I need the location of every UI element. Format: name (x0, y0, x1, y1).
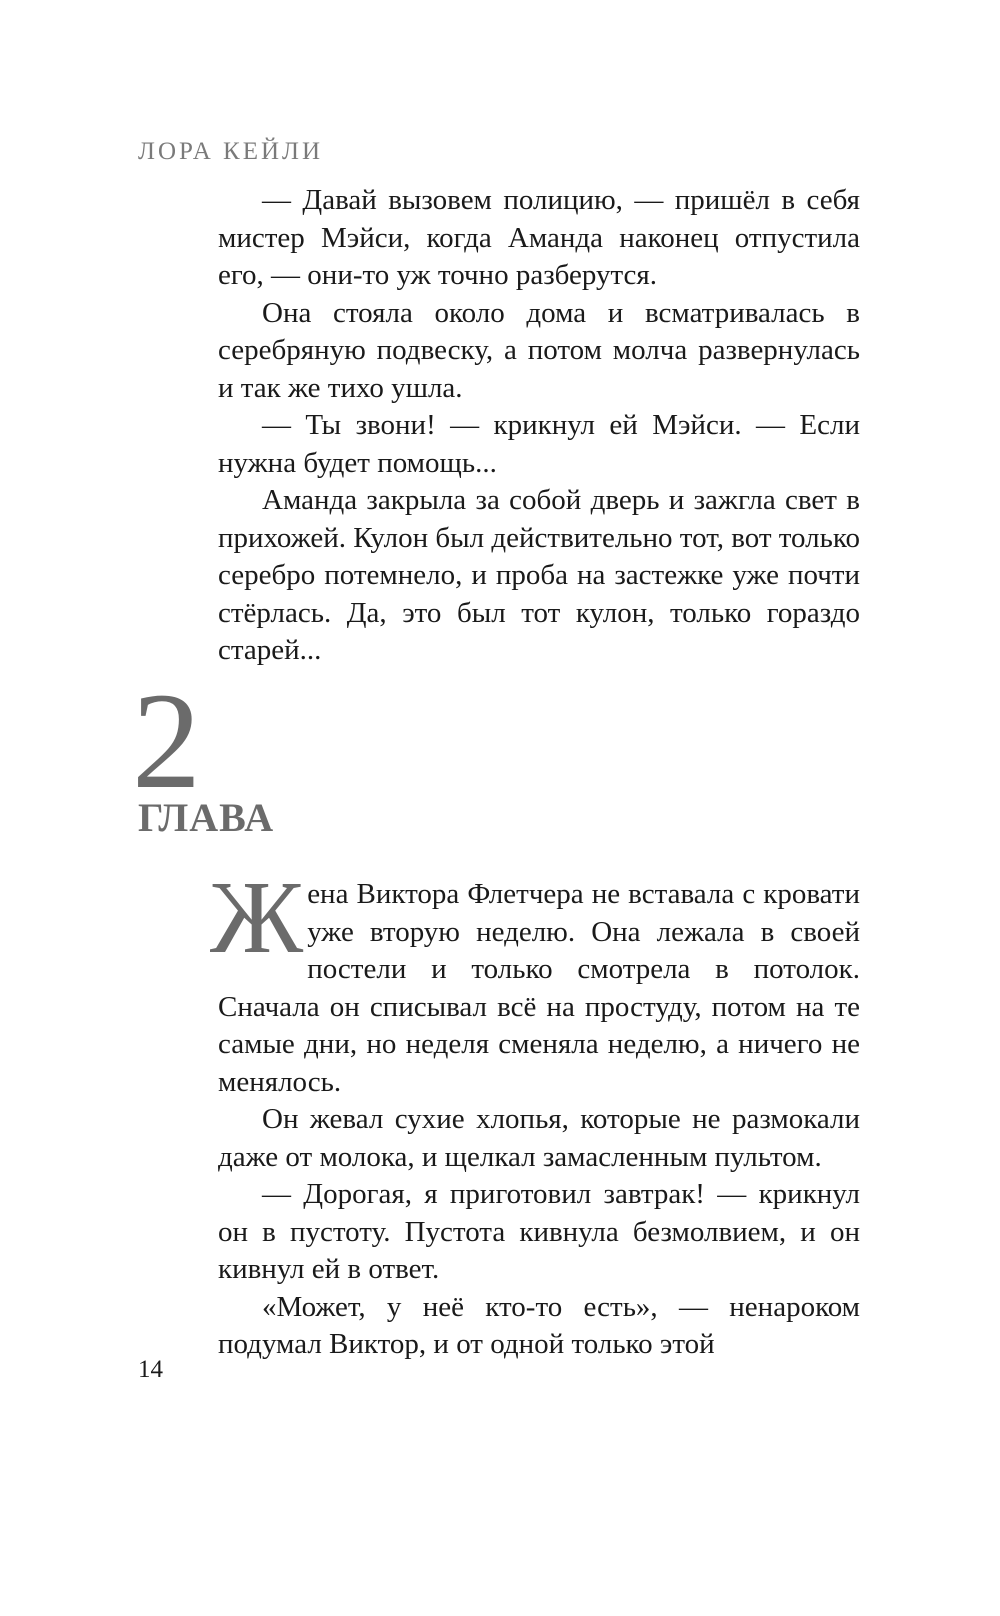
paragraph: Он жевал сухие хлопья, которые не размокали даже от молока, и щелкал замасленным пультом. (218, 1103, 860, 1173)
paragraph: «Может, у неё кто-то есть», — ненароком подумал Виктор, и от одной только этой (218, 1290, 860, 1360)
drop-cap: Ж (210, 860, 304, 975)
text-block-chapter (210, 860, 860, 1364)
chapter-first-paragraph (210, 860, 860, 1101)
first-paragraph-text: ена Виктора Флетчера не вставала с кровати уже вторую неделю. Она лежала в своей постели и только смотрела в потолок. Сначала он списывал всё на простуду, потом на те самые дни, но неделя сменяла неделю, а ничего не менялось. (218, 878, 860, 1098)
paragraph: — Ты звони! — крикнул ей Мэйси. — Если нужна будет помощь... (218, 409, 860, 479)
chapter-number: 2 (132, 664, 201, 817)
paragraph: Аманда закрыла за собой дверь и зажгла свет в прихожей. Кулон был действительно тот, вот только серебро потемнело, и проба на застежке уже почти стёрлась. Да, это был тот кулон, только гораздо старей... (218, 484, 860, 666)
text-block-top (218, 182, 860, 670)
chapter-heading: ГЛАВА (138, 795, 275, 840)
paragraph: — Давай вызовем полицию, — пришёл в себя мистер Мэйси, когда Аманда наконец отпустила его, — они-то уж точно разберутся. (218, 184, 860, 291)
running-head: ЛОРА КЕЙЛИ (138, 138, 324, 165)
paragraph: — Дорогая, я приготовил завтрак! — крикнул он в пустоту. Пустота кивнула безмолвием, и он кивнул ей в ответ. (218, 1178, 860, 1285)
page-number: 14 (138, 1356, 163, 1383)
paragraph: Она стояла около дома и всматривалась в серебряную подвеску, а потом молча развернулась и так же тихо ушла. (218, 296, 860, 404)
